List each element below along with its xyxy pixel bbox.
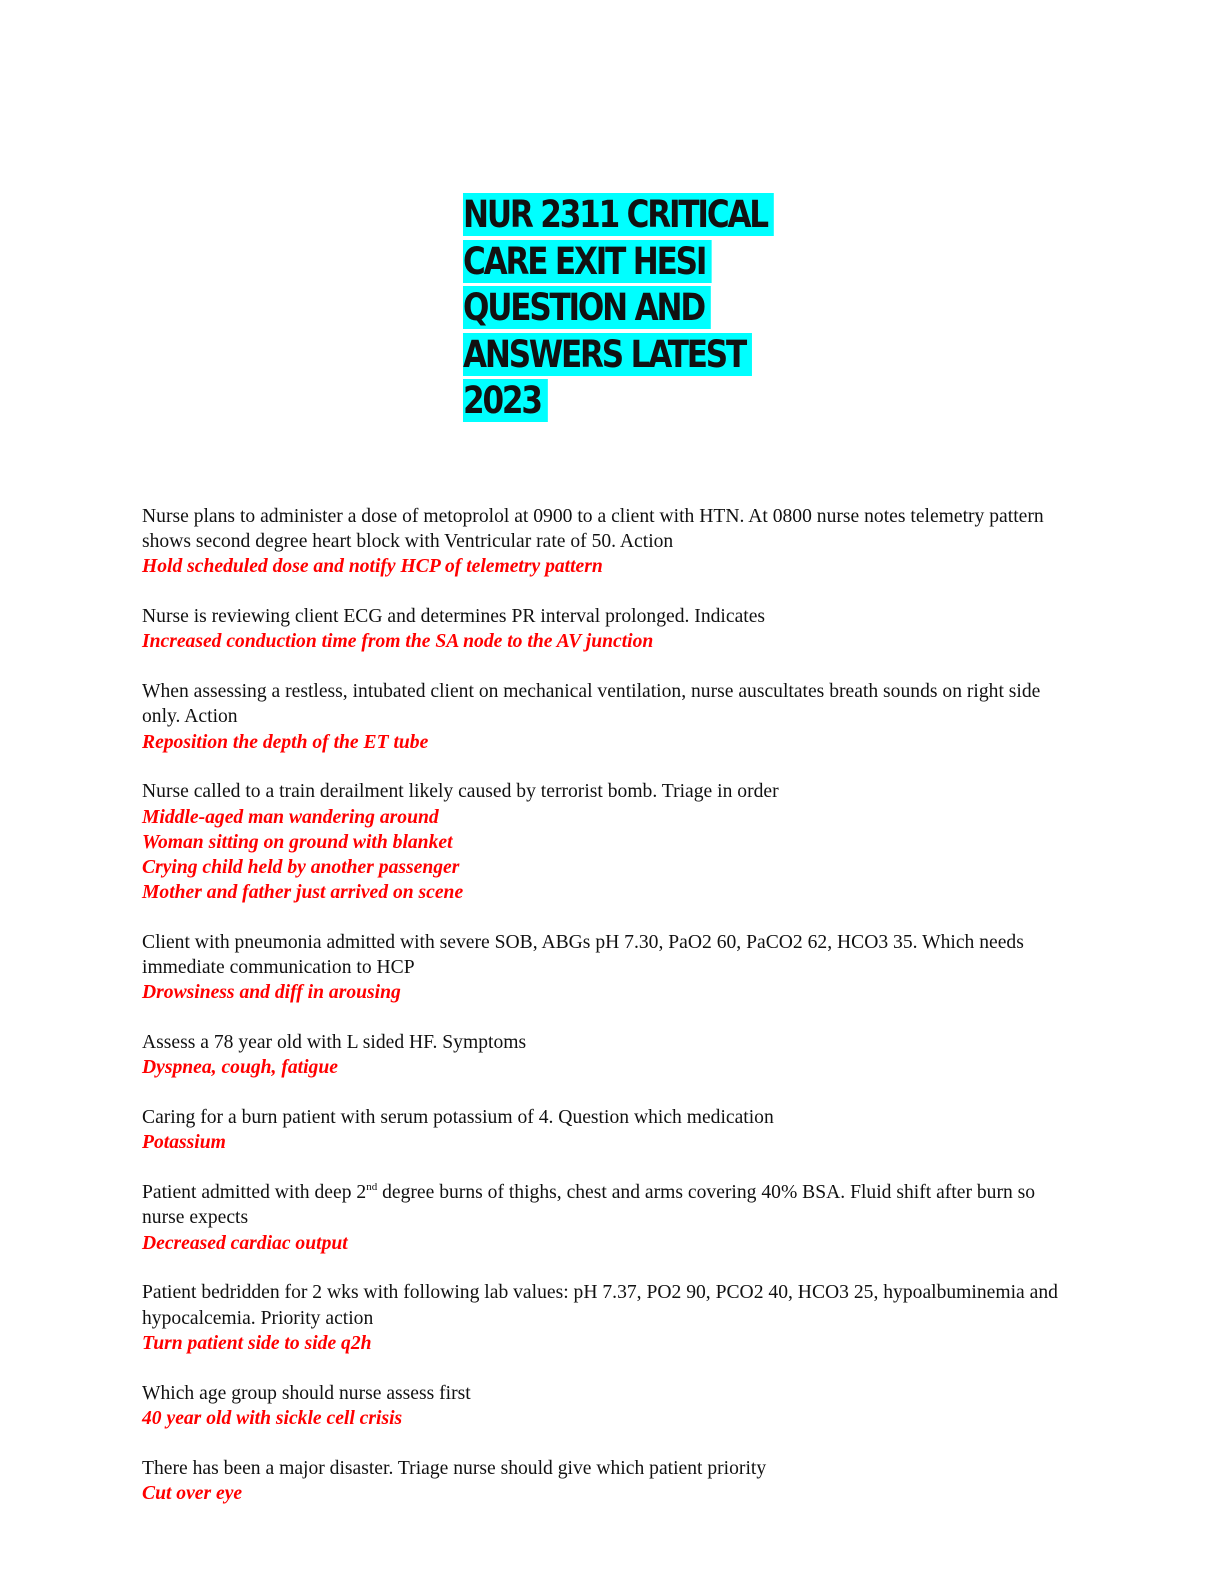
superscript: nd bbox=[366, 1180, 378, 1193]
document-title bbox=[463, 192, 774, 425]
title-line: QUESTION AND bbox=[463, 285, 774, 332]
qa-item bbox=[142, 604, 1082, 654]
answer: Drowsiness and diff in arousing bbox=[142, 982, 401, 1004]
question: When assessing a restless, intubated client on mechanical ventilation, nurse auscultates breath sounds on right side only. Action bbox=[142, 681, 1041, 728]
qa-list bbox=[142, 504, 1082, 1531]
question: Nurse called to a train derailment likely caused by terrorist bomb. Triage in order bbox=[142, 781, 779, 803]
answer: Reposition the depth of the ET tube bbox=[142, 731, 429, 753]
answer: Mother and father just arrived on scene bbox=[142, 882, 464, 904]
title-line: 2023 bbox=[463, 378, 774, 425]
qa-item bbox=[142, 1180, 1082, 1256]
question: Patient admitted with deep 2nd degree burns of thighs, chest and arms covering 40% BSA. Fluid shift after burn so nurse expects bbox=[142, 1180, 1036, 1229]
qa-item bbox=[142, 1030, 1082, 1080]
qa-item bbox=[142, 679, 1082, 755]
question: Nurse plans to administer a dose of metoprolol at 0900 to a client with HTN. At 0800 nurse notes telemetry pattern shows second degree heart block with Ventricular rate of 50. Action bbox=[142, 506, 1044, 553]
title-line: NUR 2311 CRITICAL bbox=[463, 192, 774, 239]
answer: Hold scheduled dose and notify HCP of telemetry pattern bbox=[142, 556, 603, 578]
qa-item bbox=[142, 930, 1082, 1006]
question: Caring for a burn patient with serum potassium of 4. Question which medication bbox=[142, 1107, 774, 1129]
answer: Potassium bbox=[142, 1132, 226, 1154]
question: Assess a 78 year old with L sided HF. Symptoms bbox=[142, 1032, 527, 1054]
qa-item bbox=[142, 1105, 1082, 1155]
answer: Crying child held by another passenger bbox=[142, 857, 460, 879]
question: Patient bedridden for 2 wks with following lab values: pH 7.37, PO2 90, PCO2 40, HCO3 25, hypoalbuminemia and hypocalcemia. Priority action bbox=[142, 1282, 1058, 1329]
qa-item bbox=[142, 779, 1082, 905]
qa-item bbox=[142, 1280, 1082, 1356]
answer: Woman sitting on ground with blanket bbox=[142, 831, 453, 853]
title-line: CARE EXIT HESI bbox=[463, 239, 774, 286]
answer: 40 year old with sickle cell crisis bbox=[142, 1407, 403, 1429]
answer: Turn patient side to side q2h bbox=[142, 1332, 372, 1354]
title-line: ANSWERS LATEST bbox=[463, 332, 774, 379]
answer: Increased conduction time from the SA node to the AV junction bbox=[142, 631, 654, 653]
question: There has been a major disaster. Triage nurse should give which patient priority bbox=[142, 1457, 767, 1479]
qa-item bbox=[142, 1456, 1082, 1506]
question: Nurse is reviewing client ECG and determines PR interval prolonged. Indicates bbox=[142, 606, 766, 628]
question: Client with pneumonia admitted with severe SOB, ABGs pH 7.30, PaO2 60, PaCO2 62, HCO3 35. Which needs immediate communication to HCP bbox=[142, 932, 1024, 979]
answer: Decreased cardiac output bbox=[142, 1232, 348, 1254]
question: Which age group should nurse assess first bbox=[142, 1382, 471, 1404]
answer: Cut over eye bbox=[142, 1482, 243, 1504]
answer: Middle-aged man wandering around bbox=[142, 806, 439, 828]
qa-item bbox=[142, 1381, 1082, 1431]
answer: Dyspnea, cough, fatigue bbox=[142, 1057, 338, 1079]
qa-item bbox=[142, 504, 1082, 580]
